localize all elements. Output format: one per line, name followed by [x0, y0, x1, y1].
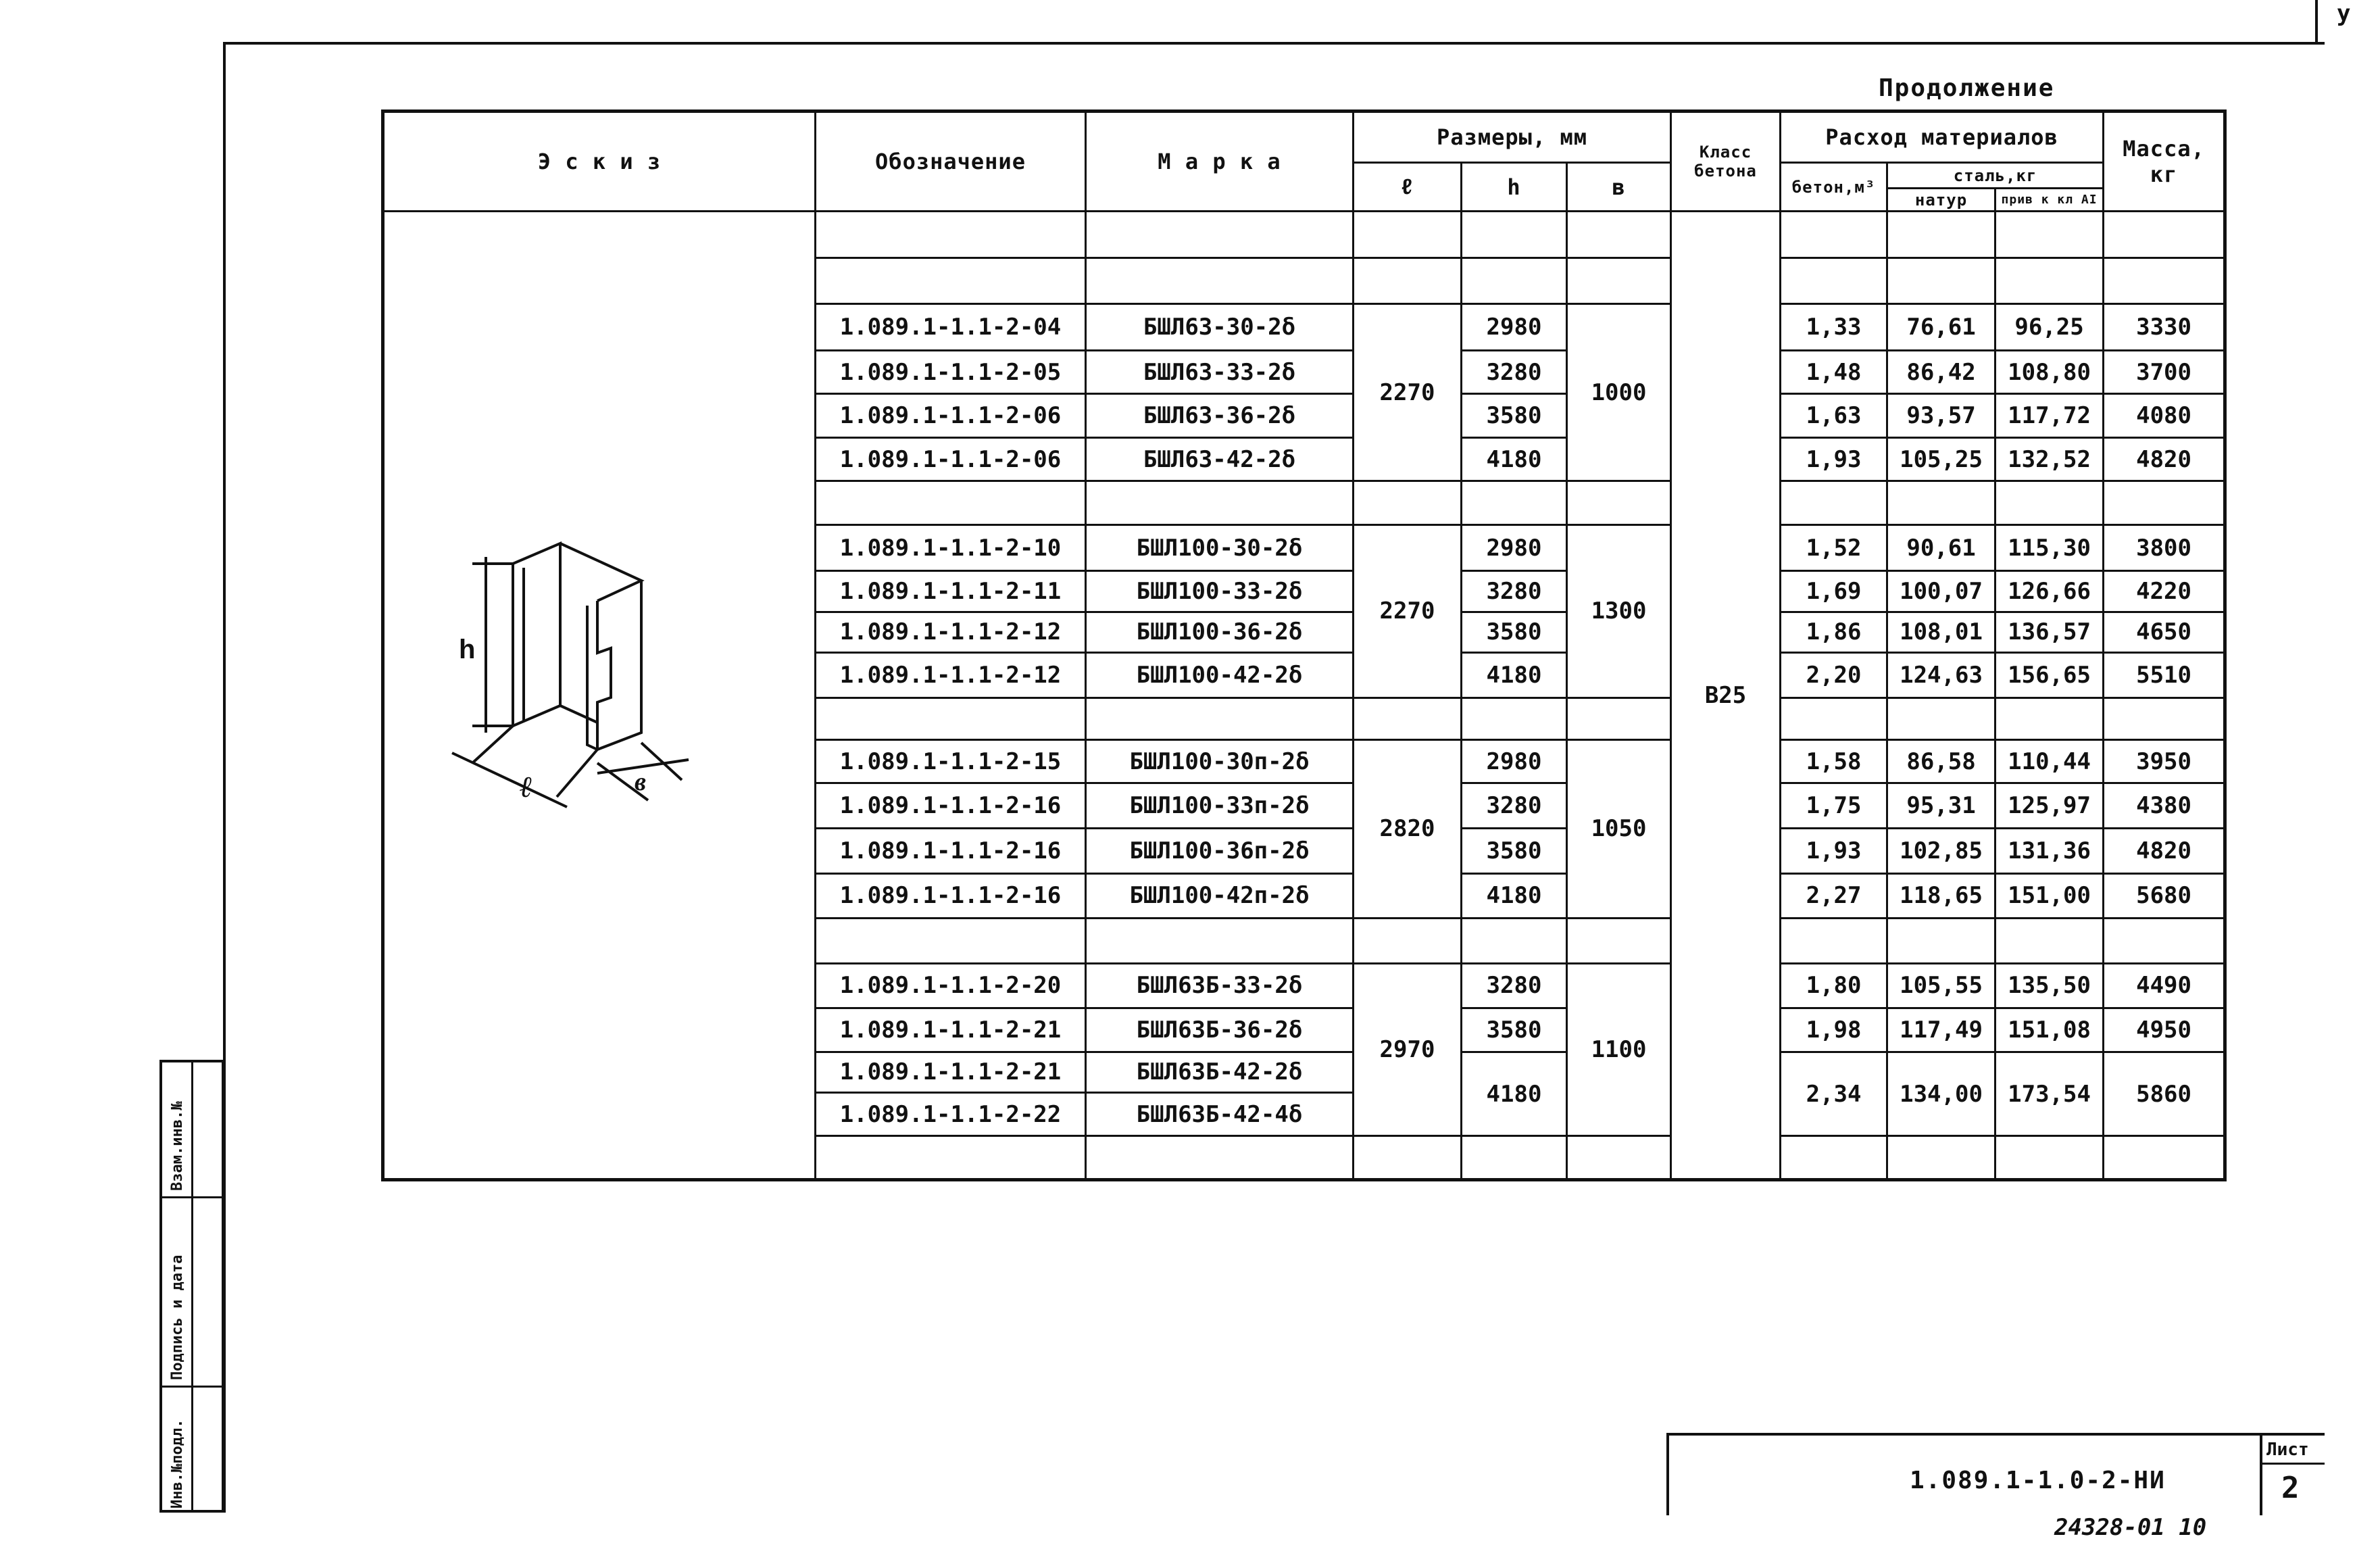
cell-concrete: 1,33 — [1781, 304, 1887, 351]
stamp-inv-replaced: Взам.инв.№ — [169, 1101, 186, 1191]
header-materials: Расход материалов — [1781, 112, 2104, 163]
cell-h: 4180 — [1462, 1052, 1567, 1136]
cell-steel-priv: 156,65 — [1995, 653, 2104, 698]
cell-code: 1.089.1-1.1-2-15 — [816, 739, 1086, 783]
stamp-sign-date: Подпись и дата — [169, 1254, 186, 1380]
cell-code: 1.089.1-1.1-2-21 — [816, 1008, 1086, 1052]
continuation-label: Продолжение — [1879, 74, 2055, 102]
cell-mark: БШЛ100-36п-2δ — [1086, 828, 1354, 873]
cell-h: 3580 — [1462, 394, 1567, 437]
header-mass: Масса, кг — [2104, 112, 2225, 212]
cell-steel-priv: 173,54 — [1995, 1052, 2104, 1136]
cell-concrete: 1,80 — [1781, 963, 1887, 1008]
cell-mark: БШЛ100-42-2δ — [1086, 653, 1354, 698]
cell-h: 4180 — [1462, 437, 1567, 481]
header-dim-l: ℓ — [1354, 163, 1462, 212]
cell-concrete: 1,98 — [1781, 1008, 1887, 1052]
cell-b: 1300 — [1567, 524, 1671, 698]
cell-b: 1000 — [1567, 304, 1671, 481]
side-stamp — [159, 1060, 224, 1513]
cell-steel-priv: 117,72 — [1995, 394, 2104, 437]
cell-steel-nat: 134,00 — [1887, 1052, 1995, 1136]
cell-mark: БШЛ63-30-2δ — [1086, 304, 1354, 351]
cell-mark: БШЛ63Б-42-2δ — [1086, 1052, 1354, 1092]
cell-concrete: 1,86 — [1781, 612, 1887, 652]
cell-code: 1.089.1-1.1-2-11 — [816, 571, 1086, 612]
cell-steel-nat: 86,42 — [1887, 350, 1995, 393]
cell-l: 2270 — [1354, 524, 1462, 698]
cell-mass: 3330 — [2104, 304, 2225, 351]
document-code: 1.089.1-1.0-2-НИ — [1910, 1467, 2166, 1494]
cell-steel-nat: 86,58 — [1887, 739, 1995, 783]
sketch-label-l: ℓ — [520, 770, 532, 804]
cell-steel-priv: 126,66 — [1995, 571, 2104, 612]
header-sketch: Э с к и з — [383, 112, 816, 212]
cell-concrete: 1,58 — [1781, 739, 1887, 783]
header-steel-priv: прив к кл АI — [1995, 189, 2104, 212]
cell-mark: БШЛ63-42-2δ — [1086, 437, 1354, 481]
cell-code: 1.089.1-1.1-2-21 — [816, 1052, 1086, 1092]
cell-steel-nat: 108,01 — [1887, 612, 1995, 652]
cell-h: 3580 — [1462, 828, 1567, 873]
sketch-side-thickness — [587, 606, 597, 750]
cell-steel-nat: 100,07 — [1887, 571, 1995, 612]
cell-h: 3580 — [1462, 1008, 1567, 1052]
header-designation: Обозначение — [816, 112, 1086, 212]
cell-concrete: 1,75 — [1781, 783, 1887, 829]
cell-steel-nat: 90,61 — [1887, 524, 1995, 571]
sketch-cell — [383, 212, 816, 1180]
cell-h: 4180 — [1462, 653, 1567, 698]
cell-mass: 4220 — [2104, 571, 2225, 612]
header-mark: М а р к а — [1086, 112, 1354, 212]
cell-steel-nat: 76,61 — [1887, 304, 1995, 351]
cell-mass: 4820 — [2104, 828, 2225, 873]
cell-mark: БШЛ100-42п-2δ — [1086, 873, 1354, 919]
header-steel-natur: натур — [1887, 189, 1995, 212]
cell-l: 2270 — [1354, 304, 1462, 481]
cell-b: 1050 — [1567, 739, 1671, 918]
cell-mass: 3700 — [2104, 350, 2225, 393]
cell-concrete: 1,93 — [1781, 437, 1887, 481]
cell-mass: 5680 — [2104, 873, 2225, 919]
sheet-box — [2260, 1436, 2325, 1515]
sketch-dim-l-ext — [472, 726, 513, 763]
cell-code: 1.089.1-1.1-2-12 — [816, 612, 1086, 652]
header-dimensions: Размеры, мм — [1354, 112, 1671, 163]
cell-code: 1.089.1-1.1-2-06 — [816, 437, 1086, 481]
cell-mass: 4380 — [2104, 783, 2225, 829]
sketch-side-face — [597, 581, 641, 750]
cell-steel-priv: 108,80 — [1995, 350, 2104, 393]
cell-steel-priv: 151,00 — [1995, 873, 2104, 919]
cell-l: 2820 — [1354, 739, 1462, 918]
archive-number: 24328-01 10 — [2054, 1514, 2207, 1541]
header-concrete-m3: бетон,м³ — [1781, 163, 1887, 212]
cell-concrete: 1,48 — [1781, 350, 1887, 393]
cell-code: 1.089.1-1.1-2-20 — [816, 963, 1086, 1008]
sheet-divider — [2262, 1463, 2325, 1465]
cell-concrete: 1,52 — [1781, 524, 1887, 571]
cell-h: 2980 — [1462, 304, 1567, 351]
cell-steel-nat: 105,55 — [1887, 963, 1995, 1008]
stamp-inv-original: Инв.№подл. — [169, 1419, 186, 1509]
cell-mass: 4080 — [2104, 394, 2225, 437]
cell-code: 1.089.1-1.1-2-10 — [816, 524, 1086, 571]
cell-mass: 3800 — [2104, 524, 2225, 571]
cell-concrete: 1,63 — [1781, 394, 1887, 437]
cell-mass: 4820 — [2104, 437, 2225, 481]
stamp-divider — [162, 1196, 222, 1198]
cell-concrete: 2,20 — [1781, 653, 1887, 698]
cell-b: 1100 — [1567, 963, 1671, 1136]
cell-steel-nat: 95,31 — [1887, 783, 1995, 829]
header-dim-b: в — [1567, 163, 1671, 212]
cell-steel-nat: 105,25 — [1887, 437, 1995, 481]
cell-l: 2970 — [1354, 963, 1462, 1136]
cell-steel-priv: 135,50 — [1995, 963, 2104, 1008]
cell-steel-nat: 118,65 — [1887, 873, 1995, 919]
cell-mass: 4650 — [2104, 612, 2225, 652]
cell-code: 1.089.1-1.1-2-16 — [816, 783, 1086, 829]
concrete-class-cell: В25 — [1671, 212, 1781, 1180]
sheet-number: 2 — [2281, 1471, 2300, 1505]
sheet-label: Лист — [2266, 1440, 2309, 1460]
cell-steel-nat: 102,85 — [1887, 828, 1995, 873]
cell-mark: БШЛ100-33-2δ — [1086, 571, 1354, 612]
cell-mark: БШЛ63Б-33-2δ — [1086, 963, 1354, 1008]
corner-mark: у — [2337, 0, 2351, 27]
cell-h: 2980 — [1462, 739, 1567, 783]
cell-mark: БШЛ63Б-42-4δ — [1086, 1092, 1354, 1135]
header-dim-h: h — [1462, 163, 1567, 212]
cell-mark: БШЛ63-33-2δ — [1086, 350, 1354, 393]
cell-h: 3280 — [1462, 783, 1567, 829]
cell-code: 1.089.1-1.1-2-22 — [816, 1092, 1086, 1135]
cell-steel-priv: 132,52 — [1995, 437, 2104, 481]
cell-code: 1.089.1-1.1-2-06 — [816, 394, 1086, 437]
cell-h: 3280 — [1462, 963, 1567, 1008]
cell-steel-priv: 115,30 — [1995, 524, 2104, 571]
cell-h: 3280 — [1462, 350, 1567, 393]
cell-mark: БШЛ100-36-2δ — [1086, 612, 1354, 652]
cell-concrete: 1,93 — [1781, 828, 1887, 873]
cell-concrete: 2,34 — [1781, 1052, 1887, 1136]
cell-code: 1.089.1-1.1-2-16 — [816, 828, 1086, 873]
cell-h: 3280 — [1462, 571, 1567, 612]
cell-code: 1.089.1-1.1-2-16 — [816, 873, 1086, 919]
cell-steel-priv: 110,44 — [1995, 739, 2104, 783]
sketch-dim-l-ext2 — [557, 750, 597, 797]
cell-code: 1.089.1-1.1-2-05 — [816, 350, 1086, 393]
cell-steel-priv: 125,97 — [1995, 783, 2104, 829]
sketch-back-face — [513, 543, 560, 726]
cell-h: 2980 — [1462, 524, 1567, 571]
cell-steel-nat: 124,63 — [1887, 653, 1995, 698]
cell-concrete: 2,27 — [1781, 873, 1887, 919]
sketch-label-h: h — [459, 635, 476, 664]
header-concrete-class: Класс бетона — [1671, 112, 1781, 212]
cell-mass: 4950 — [2104, 1008, 2225, 1052]
cell-mark: БШЛ100-33п-2δ — [1086, 783, 1354, 829]
specification-table — [381, 109, 2227, 1181]
header-steel: сталь,кг — [1887, 163, 2104, 189]
cell-mass: 5510 — [2104, 653, 2225, 698]
cell-code: 1.089.1-1.1-2-12 — [816, 653, 1086, 698]
sketch-bottom-edge — [560, 706, 597, 723]
cell-h: 3580 — [1462, 612, 1567, 652]
cell-h: 4180 — [1462, 873, 1567, 919]
cell-steel-priv: 136,57 — [1995, 612, 2104, 652]
cell-mark: БШЛ100-30п-2δ — [1086, 739, 1354, 783]
cell-steel-priv: 131,36 — [1995, 828, 2104, 873]
cell-mass: 4490 — [2104, 963, 2225, 1008]
cell-mark: БШЛ63-36-2δ — [1086, 394, 1354, 437]
stamp-divider — [162, 1386, 222, 1388]
cell-code: 1.089.1-1.1-2-04 — [816, 304, 1086, 351]
sketch-dim-l-line — [452, 753, 567, 807]
cell-steel-priv: 96,25 — [1995, 304, 2104, 351]
sketch-top-edge — [560, 543, 641, 601]
title-block — [1666, 1433, 2325, 1515]
cell-steel-nat: 93,57 — [1887, 394, 1995, 437]
sketch-label-b: в — [635, 768, 646, 796]
wall-panel-sketch — [439, 530, 763, 814]
cell-steel-nat: 117,49 — [1887, 1008, 1995, 1052]
cell-mark: БШЛ63Б-36-2δ — [1086, 1008, 1354, 1052]
cell-steel-priv: 151,08 — [1995, 1008, 2104, 1052]
cell-mark: БШЛ100-30-2δ — [1086, 524, 1354, 571]
frame-tick — [2315, 0, 2318, 45]
cell-mass: 5860 — [2104, 1052, 2225, 1136]
cell-mass: 3950 — [2104, 739, 2225, 783]
cell-concrete: 1,69 — [1781, 571, 1887, 612]
